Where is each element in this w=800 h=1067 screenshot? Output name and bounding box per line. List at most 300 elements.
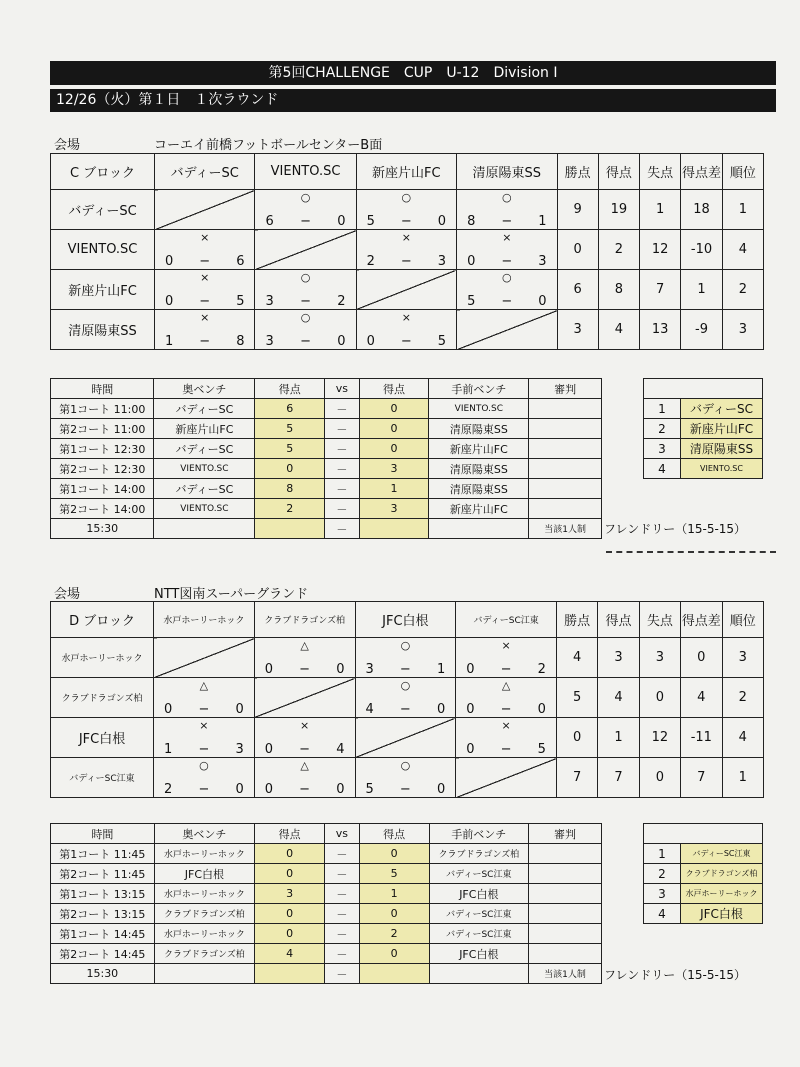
schedule-header: 得点 xyxy=(255,824,325,844)
rank-number: 2 xyxy=(644,419,681,439)
schedule-cell: － xyxy=(325,924,360,944)
score-separator: − xyxy=(198,702,210,717)
stat-value: 18 xyxy=(681,190,722,230)
stat-header: 得点 xyxy=(598,602,639,638)
match-result-cell xyxy=(155,310,255,350)
result-mark: △ xyxy=(300,639,309,652)
stat-header: 失点 xyxy=(640,154,681,190)
ranking-row xyxy=(644,459,763,479)
schedule-cell: JFC白根 xyxy=(154,864,254,884)
schedule-cell: 第1コート 13:15 xyxy=(51,884,155,904)
score-separator: − xyxy=(300,334,311,349)
schedule-cell: 新座片山FC xyxy=(429,439,529,459)
score-for: 0 xyxy=(264,742,274,757)
result-mark: ○ xyxy=(300,311,311,324)
rank-team: バディーSC xyxy=(681,399,763,419)
result-mark: × xyxy=(501,719,511,732)
stat-value: 9 xyxy=(557,190,598,230)
score-for: 5 xyxy=(365,782,374,797)
schedule-cell xyxy=(255,519,325,539)
stat-header: 勝点 xyxy=(556,602,597,638)
score-for: 0 xyxy=(165,254,174,269)
schedule-cell: 0 xyxy=(255,864,325,884)
score-separator: − xyxy=(400,334,412,349)
rank-team: 新座片山FC xyxy=(681,419,763,439)
stat-value: 1 xyxy=(640,190,681,230)
schedule-cell xyxy=(429,964,528,984)
schedule-cell xyxy=(529,399,602,419)
score-against: 0 xyxy=(538,294,547,309)
schedule-cell xyxy=(359,519,429,539)
score-for: 0 xyxy=(466,702,475,717)
stat-value: 12 xyxy=(640,230,681,270)
stat-header: 得点 xyxy=(598,154,639,190)
schedule-cell: 第1コート 12:30 xyxy=(51,439,154,459)
stat-value: 4 xyxy=(598,310,639,350)
league-row xyxy=(51,310,764,350)
match-result-cell xyxy=(154,718,255,758)
score-for: 2 xyxy=(366,254,375,269)
stat-value: 5 xyxy=(556,678,597,718)
rank-number: 3 xyxy=(644,439,681,459)
schedule-header: 時間 xyxy=(51,379,154,399)
score-for: 0 xyxy=(164,702,173,717)
schedule-cell: 第2コート 14:00 xyxy=(51,499,154,519)
schedule-header: vs xyxy=(325,379,360,399)
score-for: 3 xyxy=(265,294,274,309)
stat-value: 2 xyxy=(722,678,763,718)
score-for: 0 xyxy=(467,254,476,269)
schedule-cell: バディーSC江東 xyxy=(429,924,528,944)
schedule-cell: 5 xyxy=(255,419,325,439)
match-result-cell xyxy=(456,638,557,678)
result-mark: △ xyxy=(199,679,209,692)
score-separator: − xyxy=(399,782,411,797)
match-result-cell xyxy=(356,310,456,350)
schedule-cell: 第1コート 14:00 xyxy=(51,479,154,499)
stat-value: 2 xyxy=(598,230,639,270)
stat-value: 1 xyxy=(598,718,639,758)
schedule-cell: － xyxy=(325,944,360,964)
schedule-cell: 水戸ホーリーホック xyxy=(154,924,254,944)
stat-value: 3 xyxy=(722,638,763,678)
schedule-cell: クラブドラゴンズ柏 xyxy=(154,904,254,924)
result-mark: × xyxy=(200,231,210,244)
schedule-cell: VIENTO.SC xyxy=(154,499,255,519)
team-header: バディーSC江東 xyxy=(456,602,557,638)
self-match-cell xyxy=(154,638,255,678)
schedule-cell: バディーSC xyxy=(154,399,255,419)
score-for: 5 xyxy=(467,294,476,309)
stat-value: 0 xyxy=(639,758,680,798)
schedule-row xyxy=(51,944,602,964)
stat-value: 4 xyxy=(722,718,763,758)
round-title: 12/26（火）第１日 １次ラウンド xyxy=(50,89,776,112)
schedule-cell: 0 xyxy=(359,419,429,439)
self-match-cell xyxy=(355,718,456,758)
schedule-cell xyxy=(529,439,602,459)
ranking-header-row xyxy=(644,379,763,399)
schedule-cell: 6 xyxy=(255,399,325,419)
league-table-d xyxy=(50,601,764,798)
schedule-cell: クラブドラゴンズ柏 xyxy=(154,944,254,964)
self-match-cell xyxy=(254,678,355,718)
rank-number: 3 xyxy=(644,884,681,904)
team-header: 新座片山FC xyxy=(356,154,456,190)
match-result-cell xyxy=(255,270,356,310)
stat-value: 19 xyxy=(598,190,639,230)
schedule-cell: 新座片山FC xyxy=(429,499,529,519)
schedule-cell: 第2コート 14:45 xyxy=(51,944,155,964)
ranking-row xyxy=(644,399,763,419)
score-for: 0 xyxy=(366,334,375,349)
ranking-header-row xyxy=(644,824,763,844)
schedule-cell: バディーSC xyxy=(154,439,255,459)
schedule-cell: 15:30 xyxy=(51,964,155,984)
ranking-header xyxy=(644,824,763,844)
score-against: 3 xyxy=(235,742,244,757)
schedule-header: 時間 xyxy=(51,824,155,844)
team-name: バディーSC xyxy=(51,190,155,230)
team-name: 水戸ホーリーホック xyxy=(51,638,154,678)
schedule-cell: 3 xyxy=(255,884,325,904)
result-mark: × xyxy=(501,639,511,652)
score-for: 0 xyxy=(165,294,174,309)
ranking-row xyxy=(644,864,763,884)
match-result-cell xyxy=(154,678,255,718)
schedule-cell: 当該1人制 xyxy=(529,964,602,984)
rank-team: JFC白根 xyxy=(681,904,763,924)
schedule-cell: 水戸ホーリーホック xyxy=(154,844,254,864)
league-row xyxy=(51,638,764,678)
rank-number: 1 xyxy=(644,399,681,419)
rank-number: 1 xyxy=(644,844,681,864)
schedule-cell: バディーSC xyxy=(154,479,255,499)
score-for: 4 xyxy=(365,702,374,717)
score-against: 3 xyxy=(538,254,547,269)
stat-header: 得点差 xyxy=(681,154,722,190)
score-separator: − xyxy=(501,294,513,309)
match-result-cell xyxy=(254,758,355,798)
result-mark: ○ xyxy=(300,191,311,204)
schedule-row xyxy=(51,419,602,439)
schedule-cell: 当該1人制 xyxy=(529,519,602,539)
stat-value: 6 xyxy=(557,270,598,310)
stat-value: -10 xyxy=(681,230,722,270)
result-mark: ○ xyxy=(199,759,209,772)
stat-header: 順位 xyxy=(722,602,763,638)
league-row xyxy=(51,718,764,758)
schedule-cell xyxy=(529,904,602,924)
schedule-row xyxy=(51,844,602,864)
league-row xyxy=(51,230,764,270)
schedule-cell: 第2コート 12:30 xyxy=(51,459,154,479)
self-match-cell xyxy=(255,230,356,270)
block-name: D ブロック xyxy=(51,602,154,638)
schedule-cell: 清原陽東SS xyxy=(429,459,529,479)
match-result-cell xyxy=(457,230,557,270)
schedule-cell: － xyxy=(325,904,360,924)
venue-line-d xyxy=(54,583,308,602)
score-for: 5 xyxy=(366,214,375,229)
stat-value: -11 xyxy=(681,718,723,758)
match-result-cell xyxy=(355,678,456,718)
schedule-cell: 第2コート 13:15 xyxy=(51,904,155,924)
schedule-cell: － xyxy=(325,844,360,864)
match-result-cell xyxy=(254,638,355,678)
stat-value: 7 xyxy=(681,758,723,798)
team-header: 水戸ホーリーホック xyxy=(154,602,255,638)
stat-value: 3 xyxy=(598,638,639,678)
score-against: 5 xyxy=(437,334,447,349)
schedule-cell: 8 xyxy=(255,479,325,499)
schedule-cell: 5 xyxy=(359,864,429,884)
stat-value: 0 xyxy=(556,718,597,758)
divider-line xyxy=(606,551,776,553)
venue-label: 会場 xyxy=(54,587,81,602)
schedule-cell: バディーSC江東 xyxy=(429,904,528,924)
schedule-header-row xyxy=(51,379,602,399)
result-mark: × xyxy=(401,231,411,244)
self-match-cell xyxy=(456,758,557,798)
schedule-cell: － xyxy=(325,479,360,499)
stat-value: 4 xyxy=(722,230,763,270)
schedule-cell: － xyxy=(325,439,360,459)
score-separator: − xyxy=(199,334,211,349)
schedule-cell xyxy=(529,884,602,904)
match-result-cell xyxy=(154,758,255,798)
schedule-cell: 2 xyxy=(255,499,325,519)
score-against: 3 xyxy=(437,254,447,269)
stat-value: 0 xyxy=(681,638,723,678)
schedule-cell: 新座片山FC xyxy=(154,419,255,439)
result-mark: × xyxy=(199,719,209,732)
score-separator: − xyxy=(399,662,411,677)
schedule-header: 得点 xyxy=(359,824,429,844)
schedule-cell: 0 xyxy=(359,844,429,864)
stat-value: 7 xyxy=(556,758,597,798)
result-mark: △ xyxy=(501,679,511,692)
schedule-cell: 清原陽東SS xyxy=(429,419,529,439)
result-mark: ○ xyxy=(400,639,411,652)
schedule-header: 奥ベンチ xyxy=(154,824,254,844)
ranking-row xyxy=(644,904,763,924)
rank-team: バディーSC江東 xyxy=(681,844,763,864)
schedule-cell: 0 xyxy=(359,439,429,459)
score-against: 5 xyxy=(537,742,546,757)
score-separator: − xyxy=(500,702,512,717)
schedule-cell xyxy=(529,479,602,499)
stat-value: 2 xyxy=(722,270,763,310)
schedule-cell: VIENTO.SC xyxy=(429,399,529,419)
score-against: 0 xyxy=(436,782,446,797)
rank-team: VIENTO.SC xyxy=(681,459,763,479)
score-separator: − xyxy=(400,214,412,229)
schedule-header: 得点 xyxy=(359,379,429,399)
schedule-cell: 0 xyxy=(255,844,325,864)
match-result-cell xyxy=(356,190,456,230)
self-match-cell xyxy=(457,310,557,350)
result-mark: × xyxy=(200,311,210,324)
match-result-cell xyxy=(457,190,557,230)
result-mark: ○ xyxy=(501,271,512,284)
match-result-cell xyxy=(355,638,456,678)
team-name: JFC白根 xyxy=(51,718,154,758)
schedule-cell: 1 xyxy=(359,479,429,499)
stat-value: 3 xyxy=(557,310,598,350)
stat-value: 3 xyxy=(639,638,680,678)
schedule-cell: JFC白根 xyxy=(429,944,528,964)
schedule-cell: バディーSC江東 xyxy=(429,864,528,884)
match-result-cell xyxy=(255,190,356,230)
block-name: C ブロック xyxy=(51,154,155,190)
schedule-cell: クラブドラゴンズ柏 xyxy=(429,844,528,864)
ranking-row xyxy=(644,439,763,459)
stat-value: 0 xyxy=(557,230,598,270)
result-mark: △ xyxy=(300,759,309,772)
schedule-cell: 0 xyxy=(255,459,325,479)
score-separator: − xyxy=(198,742,210,757)
ranking-row xyxy=(644,884,763,904)
schedule-row xyxy=(51,519,602,539)
league-table-c xyxy=(50,153,764,350)
team-name: 清原陽東SS xyxy=(51,310,155,350)
score-against: 0 xyxy=(436,702,446,717)
score-for: 3 xyxy=(365,662,374,677)
schedule-cell: 第1コート 11:45 xyxy=(51,844,155,864)
team-name: 新座片山FC xyxy=(51,270,155,310)
team-header: VIENTO.SC xyxy=(255,154,356,190)
schedule-cell: VIENTO.SC xyxy=(154,459,255,479)
ranking-row xyxy=(644,419,763,439)
score-for: 6 xyxy=(265,214,274,229)
schedule-cell xyxy=(529,419,602,439)
league-row xyxy=(51,678,764,718)
match-result-cell xyxy=(456,718,557,758)
stat-header: 得点差 xyxy=(681,602,723,638)
rank-team: 水戸ホーリーホック xyxy=(681,884,763,904)
stat-value: 1 xyxy=(722,190,763,230)
schedule-cell: 2 xyxy=(359,924,429,944)
venue-name: コーエイ前橋フットボールセンターB面 xyxy=(154,138,383,153)
stat-value: 12 xyxy=(639,718,680,758)
schedule-cell: － xyxy=(325,459,360,479)
stat-value: 8 xyxy=(598,270,639,310)
stat-value: 4 xyxy=(681,678,723,718)
tournament-title: 第5回CHALLENGE CUP U-12 Division Ⅰ xyxy=(50,61,776,85)
team-name: VIENTO.SC xyxy=(51,230,155,270)
score-separator: − xyxy=(399,702,411,717)
schedule-cell: 3 xyxy=(359,459,429,479)
result-mark: ○ xyxy=(400,759,411,772)
schedule-header: 得点 xyxy=(255,379,325,399)
team-header: バディーSC xyxy=(155,154,255,190)
schedule-cell: － xyxy=(325,864,360,884)
schedule-cell xyxy=(529,924,602,944)
ranking-row xyxy=(644,844,763,864)
score-separator: − xyxy=(400,254,412,269)
result-mark: ○ xyxy=(501,191,512,204)
friendly-note-c: フレンドリー（15-5-15） xyxy=(604,522,747,536)
rank-team: クラブドラゴンズ柏 xyxy=(681,864,763,884)
score-for: 0 xyxy=(264,662,274,677)
team-header: クラブドラゴンズ柏 xyxy=(254,602,355,638)
score-against: 8 xyxy=(236,334,245,349)
schedule-row xyxy=(51,459,602,479)
venue-line-c xyxy=(54,134,382,153)
schedule-cell: － xyxy=(325,419,360,439)
score-separator: − xyxy=(299,662,311,677)
stat-value: 1 xyxy=(722,758,763,798)
stat-value: 3 xyxy=(722,310,763,350)
score-against: 0 xyxy=(337,214,346,229)
team-header: 清原陽東SS xyxy=(457,154,557,190)
schedule-cell: 0 xyxy=(359,399,429,419)
league-header-row xyxy=(51,602,764,638)
schedule-cell: － xyxy=(325,884,360,904)
score-separator: − xyxy=(300,214,311,229)
team-header: JFC白根 xyxy=(355,602,456,638)
schedule-cell: 第1コート 14:45 xyxy=(51,924,155,944)
rank-number: 4 xyxy=(644,904,681,924)
schedule-cell: 4 xyxy=(255,944,325,964)
schedule-cell: － xyxy=(325,399,360,419)
match-result-cell xyxy=(355,758,456,798)
score-against: 0 xyxy=(235,782,244,797)
score-against: 0 xyxy=(336,662,345,677)
score-for: 0 xyxy=(466,662,475,677)
schedule-cell xyxy=(154,519,255,539)
schedule-cell xyxy=(529,459,602,479)
schedule-cell: － xyxy=(325,519,360,539)
league-row xyxy=(51,758,764,798)
score-against: 1 xyxy=(436,662,446,677)
schedule-row xyxy=(51,884,602,904)
schedule-cell xyxy=(529,844,602,864)
score-against: 4 xyxy=(336,742,345,757)
league-header-row xyxy=(51,154,764,190)
stat-value: 4 xyxy=(556,638,597,678)
result-mark: × xyxy=(200,271,210,284)
match-result-cell xyxy=(155,270,255,310)
stat-header: 順位 xyxy=(722,154,763,190)
result-mark: × xyxy=(502,231,512,244)
schedule-cell: － xyxy=(325,964,360,984)
stat-value: 0 xyxy=(639,678,680,718)
team-name: バディーSC江東 xyxy=(51,758,154,798)
schedule-cell: JFC白根 xyxy=(429,884,528,904)
schedule-cell xyxy=(154,964,254,984)
score-against: 2 xyxy=(337,294,346,309)
schedule-cell: 3 xyxy=(359,499,429,519)
schedule-cell xyxy=(359,964,429,984)
score-separator: − xyxy=(198,782,210,797)
result-mark: × xyxy=(300,719,310,732)
schedule-cell xyxy=(429,519,529,539)
schedule-row xyxy=(51,479,602,499)
schedule-cell: 0 xyxy=(359,944,429,964)
score-for: 0 xyxy=(466,742,475,757)
score-against: 1 xyxy=(538,214,547,229)
schedule-cell: 清原陽東SS xyxy=(429,479,529,499)
rank-number: 2 xyxy=(644,864,681,884)
schedule-table-d xyxy=(50,823,602,984)
score-for: 3 xyxy=(265,334,274,349)
schedule-cell xyxy=(529,864,602,884)
schedule-row xyxy=(51,864,602,884)
match-result-cell xyxy=(456,678,557,718)
schedule-row xyxy=(51,904,602,924)
